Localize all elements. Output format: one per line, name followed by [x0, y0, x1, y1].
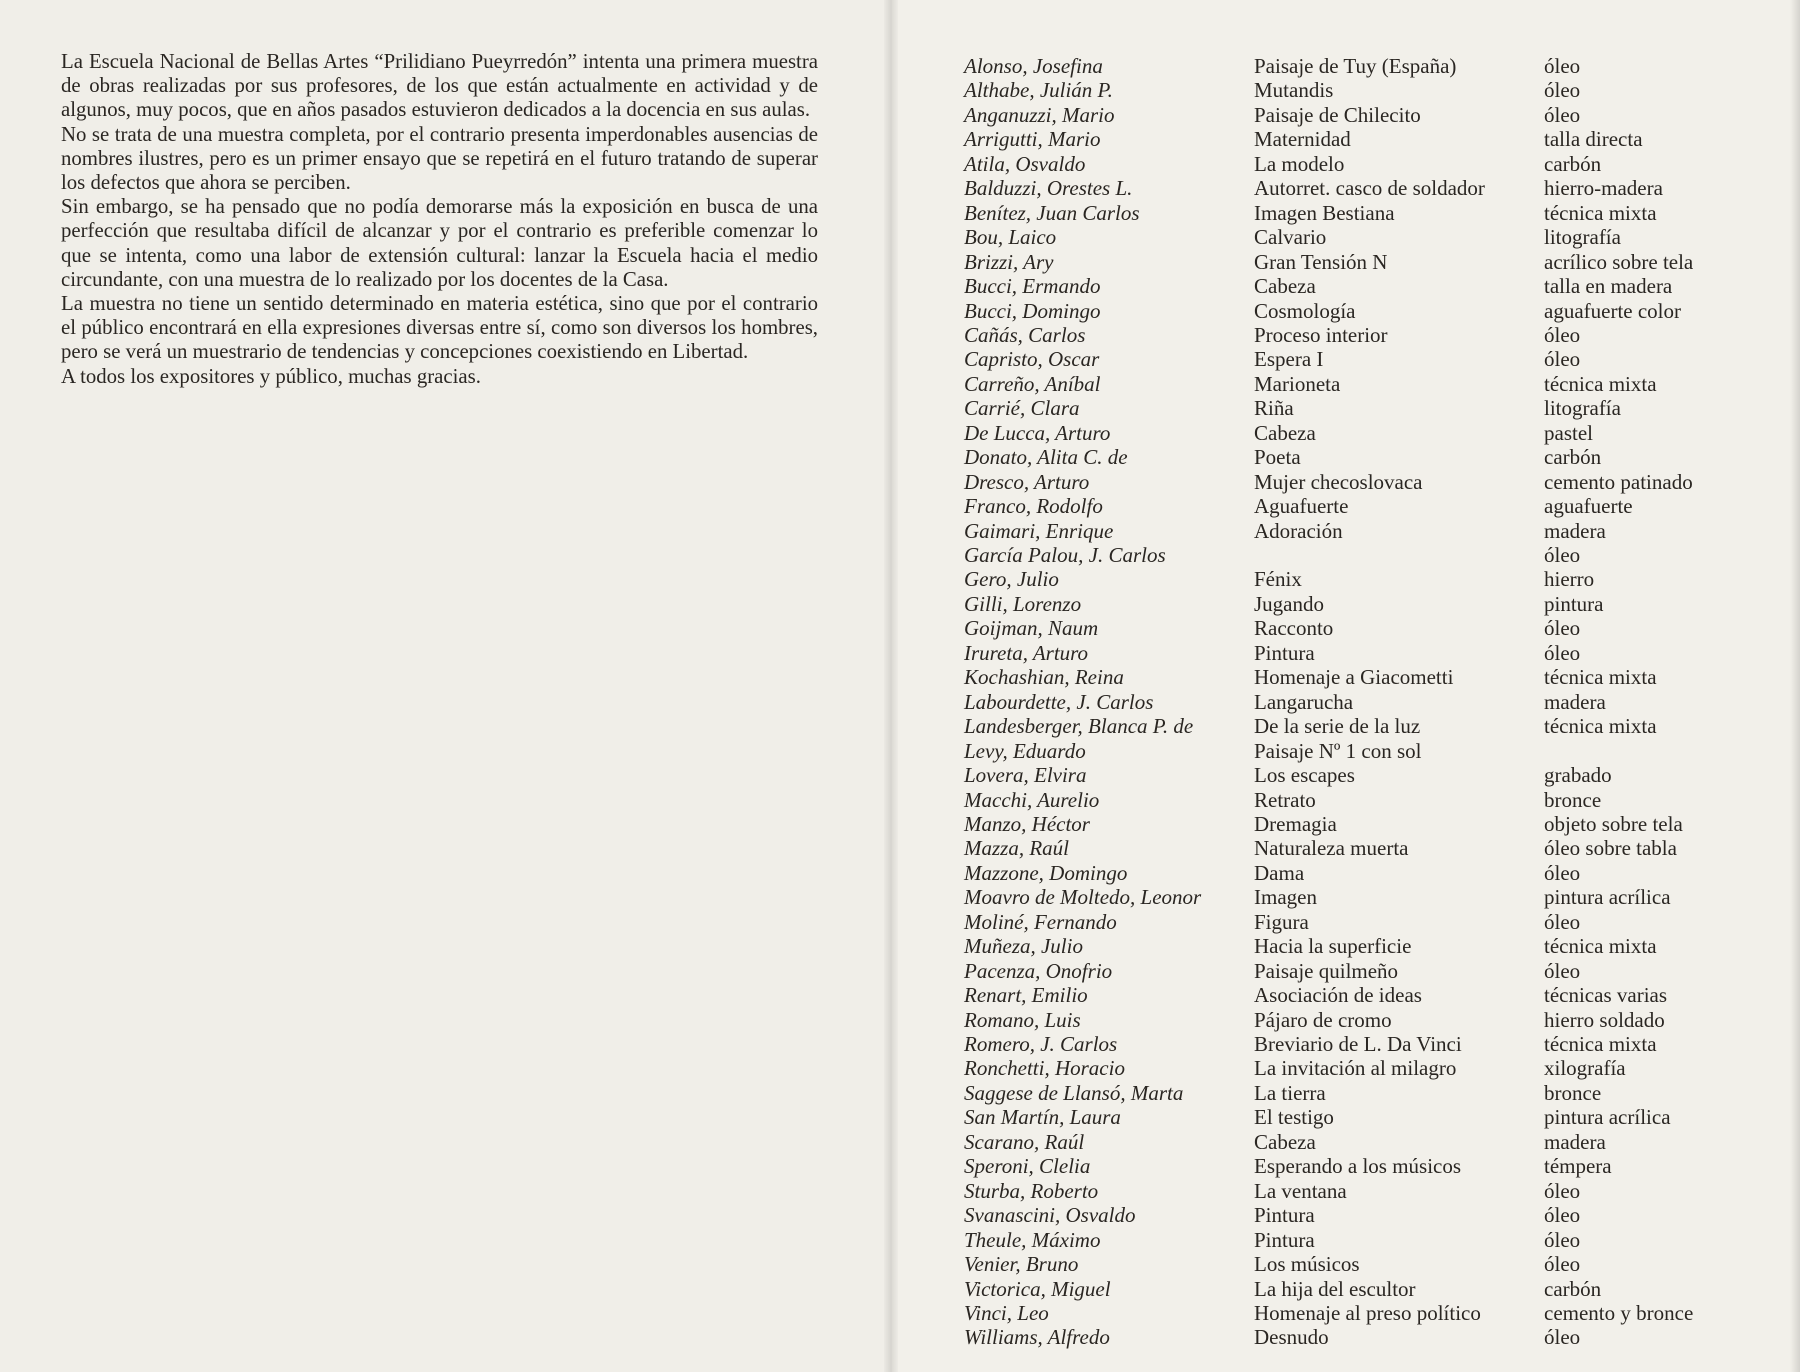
artist-name: Levy, Eduardo: [964, 738, 1086, 763]
artwork-technique: óleo: [1544, 322, 1581, 347]
artwork-technique: óleo: [1544, 640, 1581, 665]
artwork-technique: xilografía: [1544, 1056, 1626, 1081]
artist-name: Williams, Alfredo: [964, 1325, 1110, 1350]
artwork-technique: óleo: [1544, 1178, 1581, 1203]
artist-name: Renart, Emilio: [964, 983, 1088, 1008]
artist-name: De Lucca, Arturo: [964, 420, 1111, 445]
artwork-technique: talla en madera: [1544, 274, 1673, 299]
artwork-title: Figura: [1254, 909, 1309, 934]
artwork-title: Gran Tensión N: [1254, 249, 1388, 274]
page-fold: [884, 0, 898, 1372]
artwork-technique: técnica mixta: [1544, 714, 1657, 739]
artwork-title: Hacia la superficie: [1254, 934, 1412, 959]
artwork-technique: hierro soldado: [1544, 1007, 1665, 1032]
artwork-title: Calvario: [1254, 225, 1327, 250]
artwork-technique: óleo: [1544, 347, 1581, 372]
artist-name: Irureta, Arturo: [964, 640, 1089, 665]
artwork-title: El testigo: [1254, 1105, 1334, 1130]
artist-name: Romero, J. Carlos: [964, 1032, 1118, 1056]
artwork-title: Homenaje al preso político: [1254, 1300, 1481, 1325]
intro-paragraph: No se trata de una muestra completa, por el contrario presenta imperdonables ausencias de nombres ilustres, pero es un primer ensayo que se repetirá en el futuro tratando de superar los defectos que ahora se perciben.: [61, 122, 818, 195]
artwork-technique: bronce: [1544, 787, 1602, 812]
artist-name: Victorica, Miguel: [964, 1276, 1111, 1301]
artwork-title: Racconto: [1254, 616, 1334, 641]
artist-name: Anganuzzi, Mario: [964, 102, 1115, 127]
artwork-technique: óleo: [1544, 1325, 1581, 1350]
artwork-title: La invitación al milagro: [1254, 1056, 1457, 1081]
artwork-technique: pintura acrílica: [1544, 1105, 1671, 1130]
artwork-technique: litografía: [1544, 396, 1621, 421]
artwork-title: Fénix: [1254, 567, 1302, 592]
artwork-technique: pintura acrílica: [1544, 885, 1671, 910]
artist-name: Althabe, Julián P.: [964, 78, 1113, 103]
artwork-technique: óleo: [1544, 543, 1581, 567]
artwork-title: Imagen: [1254, 885, 1317, 910]
artist-name: Pacenza, Onofrio: [964, 958, 1113, 983]
artist-name: Speroni, Clelia: [964, 1154, 1091, 1179]
artwork-title: Jugando: [1254, 591, 1324, 616]
artwork-title: Retrato: [1254, 787, 1316, 812]
intro-paragraph: La Escuela Nacional de Bellas Artes “Prilidiano Pueyrredón” intenta una primera muestra de obras realizadas por sus profesores, de los que están actualmente en actividad y de algunos, muy pocos, que en años pasados estuvieron dedicados a la docencia en sus aulas.: [61, 50, 818, 122]
artwork-title: Desnudo: [1254, 1325, 1329, 1350]
artist-name: Moliné, Fernando: [964, 909, 1117, 934]
artist-name: Dresco, Arturo: [964, 469, 1090, 494]
artwork-technique: objeto sobre tela: [1544, 811, 1683, 836]
artwork-title: Homenaje a Giacometti: [1254, 665, 1454, 690]
artwork-title: Cabeza: [1254, 274, 1316, 299]
artwork-title: Cabeza: [1254, 1129, 1316, 1154]
artwork-title: Mujer checoslovaca: [1254, 469, 1423, 494]
artist-name: Venier, Bruno: [964, 1252, 1079, 1277]
artist-name: Bucci, Ermando: [964, 274, 1101, 299]
artwork-title: Pájaro de cromo: [1254, 1007, 1392, 1032]
artist-name: Gero, Julio: [964, 567, 1059, 592]
artwork-title: Pintura: [1254, 1227, 1315, 1252]
intro-text: [61, 50, 818, 389]
artwork-title: Pintura: [1254, 640, 1315, 665]
artist-name: Moavro de Moltedo, Leonor: [964, 885, 1202, 910]
artist-name: Franco, Rodolfo: [964, 494, 1103, 519]
artwork-title: Dremagia: [1254, 811, 1337, 836]
artist-name: Vinci, Leo: [964, 1300, 1049, 1325]
artwork-title: Dama: [1254, 860, 1305, 885]
artwork-title: Aguafuerte: [1254, 494, 1349, 519]
artist-name: Mazzone, Domingo: [964, 860, 1128, 885]
artwork-technique: carbón: [1544, 445, 1602, 470]
artwork-technique: óleo: [1544, 1203, 1581, 1228]
artwork-title: Maternidad: [1254, 127, 1351, 152]
artwork-title: Paisaje quilmeño: [1254, 958, 1399, 983]
artist-name: Donato, Alita C. de: [964, 445, 1128, 470]
artist-name: Svanascini, Osvaldo: [964, 1203, 1136, 1228]
artwork-title: Paisaje de Tuy (España): [1254, 54, 1457, 78]
left-page: [0, 0, 890, 1372]
artwork-technique: témpera: [1544, 1154, 1612, 1179]
artwork-title: La ventana: [1254, 1178, 1347, 1203]
artwork-title: Langarucha: [1254, 689, 1354, 714]
artwork-title: Pintura: [1254, 1203, 1315, 1228]
artist-name: Goijman, Naum: [964, 616, 1099, 641]
artwork-technique: óleo: [1544, 860, 1581, 885]
artwork-title: La modelo: [1254, 151, 1345, 176]
artwork-title: Paisaje Nº 1 con sol: [1254, 738, 1422, 763]
artwork-title: Naturaleza muerta: [1254, 836, 1409, 861]
artist-name: Saggese de Llansó, Marta: [964, 1080, 1184, 1105]
artist-name: Balduzzi, Orestes L.: [964, 176, 1133, 201]
artwork-technique: acrílico sobre tela: [1544, 249, 1694, 274]
artwork-title: Imagen Bestiana: [1254, 200, 1395, 225]
artwork-title: Riña: [1254, 396, 1294, 421]
artwork-title: Paisaje de Chilecito: [1254, 102, 1421, 127]
intro-paragraph: La muestra no tiene un sentido determinado en materia estética, sino que por el contrario el público encontrará en ella expresiones diversas entre sí, como son diversos los hombres, pero se verá un muestrario de tendencias y concepciones coexistiendo en Libertad.: [61, 292, 818, 364]
artwork-technique: óleo: [1544, 1227, 1581, 1252]
artwork-technique: técnicas varias: [1544, 983, 1668, 1008]
artwork-title: Asociación de ideas: [1254, 983, 1422, 1008]
artwork-technique: madera: [1544, 1129, 1606, 1154]
artwork-technique: bronce: [1544, 1080, 1602, 1105]
artwork-title: Espera I: [1254, 347, 1324, 372]
artwork-title: Cabeza: [1254, 420, 1316, 445]
intro-paragraph: Sin embargo, se ha pensado que no podía demorarse más la exposición en busca de una perfección que resultaba difícil de alcanzar y por el contrario es preferible comenzar lo que se intenta, como una labor de extensión cultural: lanzar la Escuela hacia el medio circundante, con una muestra de lo realizado por los docentes de la Casa.: [61, 195, 818, 291]
artwork-title: Adoración: [1254, 518, 1343, 543]
artwork-title: Poeta: [1254, 445, 1301, 470]
artwork-title: Autorret. casco de soldador: [1254, 176, 1485, 201]
artwork-technique: técnica mixta: [1544, 371, 1657, 396]
artwork-technique: óleo: [1544, 616, 1581, 641]
artwork-technique: óleo: [1544, 78, 1581, 103]
artwork-technique: aguafuerte: [1544, 494, 1633, 519]
artwork-technique: óleo: [1544, 102, 1581, 127]
artist-name: Mazza, Raúl: [964, 836, 1069, 861]
artwork-technique: hierro: [1544, 567, 1595, 592]
artwork-title: Cosmología: [1254, 298, 1356, 323]
artwork-technique: técnica mixta: [1544, 665, 1657, 690]
artwork-technique: aguafuerte color: [1544, 298, 1682, 323]
artist-name: Benítez, Juan Carlos: [964, 200, 1140, 225]
artist-name: Manzo, Héctor: [964, 811, 1090, 836]
artwork-technique: técnica mixta: [1544, 934, 1657, 959]
artwork-technique: óleo: [1544, 958, 1581, 983]
artwork-technique: carbón: [1544, 151, 1602, 176]
page-edge-shadow: [1790, 0, 1800, 1372]
artist-name: García Palou, J. Carlos: [964, 543, 1166, 567]
artist-name: Alonso, Josefina: [964, 54, 1103, 78]
artwork-technique: hierro-madera: [1544, 176, 1663, 201]
artist-name: Kochashian, Reina: [964, 665, 1124, 690]
artist-name: Landesberger, Blanca P. de: [964, 714, 1194, 739]
artwork-title: Mutandis: [1254, 78, 1334, 103]
artwork-technique: óleo: [1544, 909, 1581, 934]
artwork-title: Esperando a los músicos: [1254, 1154, 1462, 1179]
artist-name: Brizzi, Ary: [964, 249, 1054, 274]
artwork-technique: carbón: [1544, 1276, 1602, 1301]
artwork-technique: grabado: [1544, 763, 1612, 788]
artist-name: Carreño, Aníbal: [964, 371, 1101, 396]
artist-name: Ronchetti, Horacio: [964, 1056, 1125, 1081]
artist-name: Sturba, Roberto: [964, 1178, 1099, 1203]
artwork-technique: cemento patinado: [1544, 469, 1693, 494]
artwork-title: Breviario de L. Da Vinci: [1254, 1032, 1462, 1056]
artwork-technique: pintura: [1544, 591, 1604, 616]
artist-name: Gilli, Lorenzo: [964, 591, 1082, 616]
artwork-technique: pastel: [1544, 420, 1593, 445]
artist-name: Arrigutti, Mario: [964, 127, 1101, 152]
artist-name: Cañás, Carlos: [964, 322, 1086, 347]
artwork-title: La tierra: [1254, 1080, 1326, 1105]
artwork-technique: cemento y bronce: [1544, 1300, 1694, 1325]
artwork-technique: óleo sobre tabla: [1544, 836, 1677, 861]
artist-name: Romano, Luis: [964, 1007, 1081, 1032]
artwork-technique: madera: [1544, 518, 1606, 543]
artist-name: Bucci, Domingo: [964, 298, 1101, 323]
artwork-technique: litografía: [1544, 225, 1621, 250]
intro-closing: A todos los expositores y público, muchas gracias.: [61, 364, 481, 388]
artwork-technique: óleo: [1544, 54, 1581, 78]
artist-name: Scarano, Raúl: [964, 1129, 1085, 1154]
artist-name: San Martín, Laura: [964, 1105, 1121, 1130]
artwork-title: Marioneta: [1254, 371, 1341, 396]
artwork-title: Proceso interior: [1254, 322, 1388, 347]
artwork-title: Los escapes: [1254, 763, 1355, 788]
artwork-technique: técnica mixta: [1544, 1032, 1657, 1056]
artist-name: Lovera, Elvira: [964, 763, 1087, 788]
artwork-title: Los músicos: [1254, 1252, 1360, 1277]
artist-name: Theule, Máximo: [964, 1227, 1101, 1252]
artwork-title: La hija del escultor: [1254, 1276, 1416, 1301]
artwork-title: De la serie de la luz: [1254, 714, 1421, 739]
artwork-technique: talla directa: [1544, 127, 1643, 152]
artist-name: Atila, Osvaldo: [964, 151, 1086, 176]
artist-name: Capristo, Oscar: [964, 347, 1100, 372]
artwork-technique: madera: [1544, 689, 1606, 714]
artist-name: Bou, Laico: [964, 225, 1057, 250]
artist-name: Labourdette, J. Carlos: [964, 689, 1154, 714]
artist-name: Carrié, Clara: [964, 396, 1080, 421]
artist-name: Macchi, Aurelio: [964, 787, 1100, 812]
artist-name: Gaimari, Enrique: [964, 518, 1114, 543]
artwork-technique: técnica mixta: [1544, 200, 1657, 225]
artist-name: Muñeza, Julio: [964, 934, 1083, 959]
artwork-technique: óleo: [1544, 1252, 1581, 1277]
